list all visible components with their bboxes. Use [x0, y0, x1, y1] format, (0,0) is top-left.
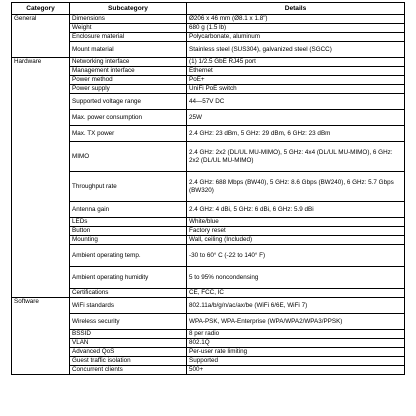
details-text: Ø206 x 46 mm (Ø8.1 x 1.8") [189, 15, 268, 23]
subcategory-cell [70, 142, 187, 172]
details-cell [187, 218, 405, 227]
subcategory-text: Mounting [72, 236, 98, 244]
details-cell [187, 330, 405, 339]
details-text: Factory reset [189, 227, 226, 235]
category-cell: Software [12, 298, 70, 375]
table-row [12, 76, 405, 85]
subcategory-cell [70, 85, 187, 94]
subcategory-cell [70, 110, 187, 126]
subcategory-text: Antenna gain [72, 205, 110, 213]
details-text: WPA-PSK, WPA-Enterprise (WPA/WPA2/WPA3/PPSK) [189, 317, 343, 325]
details-text: -30 to 60° C (-22 to 140° F) [189, 251, 266, 259]
details-text: 2.4 GHz: 4 dBi, 5 GHz: 6 dBi, 6 GHz: 5.9 dBi [189, 205, 314, 213]
subcategory-text: Ambient operating humidity [72, 273, 149, 281]
details-text: PoE+ [189, 76, 205, 84]
subcategory-cell [70, 15, 187, 24]
subcategory-cell [70, 33, 187, 42]
details-text: Polycarbonate, aluminum [189, 33, 261, 41]
details-cell [187, 236, 405, 245]
table-row [12, 67, 405, 76]
table-row [12, 227, 405, 236]
details-cell [187, 110, 405, 126]
table-row [12, 298, 405, 314]
details-text: Supported [189, 357, 219, 365]
details-cell [187, 33, 405, 42]
details-cell [187, 339, 405, 348]
subcategory-text: VLAN [72, 339, 89, 347]
details-text: 680 g (1.5 lb) [189, 24, 227, 32]
subcategory-text: Weight [72, 24, 92, 32]
details-text: (1) 1/2.5 GbE RJ45 port [189, 58, 256, 66]
subcategory-text: Networking interface [72, 58, 130, 66]
header-details: Details [187, 3, 405, 15]
table-row [12, 348, 405, 357]
table-row [12, 289, 405, 298]
table-row [12, 24, 405, 33]
subcategory-cell [70, 267, 187, 289]
subcategory-cell [70, 330, 187, 339]
subcategory-cell [70, 366, 187, 375]
header-subcategory: Subcategory [70, 3, 187, 15]
table-row [12, 172, 405, 202]
subcategory-cell [70, 298, 187, 314]
table-row [12, 33, 405, 42]
details-cell [187, 357, 405, 366]
subcategory-cell [70, 357, 187, 366]
subcategory-cell [70, 94, 187, 110]
details-cell [187, 76, 405, 85]
subcategory-text: Max. TX power [72, 129, 115, 137]
table-row [12, 126, 405, 142]
table-row [12, 94, 405, 110]
details-cell [187, 298, 405, 314]
details-text: Wall, ceiling (Included) [189, 236, 253, 244]
details-cell [187, 24, 405, 33]
details-cell [187, 172, 405, 202]
subcategory-cell [70, 76, 187, 85]
subcategory-cell [70, 58, 187, 67]
subcategory-cell [70, 236, 187, 245]
subcategory-text: Power supply [72, 85, 110, 93]
subcategory-cell [70, 126, 187, 142]
table-row [12, 15, 405, 24]
table-row [12, 267, 405, 289]
table-row [12, 85, 405, 94]
details-text: UniFi PoE switch [189, 85, 237, 93]
details-text: 2.4 GHz: 688 Mbps (BW40), 5 GHz: 8.6 Gbps (BW240), 6 GHz: 5.7 Gbps (BW320) [189, 179, 394, 194]
subcategory-text: Ambient operating temp. [72, 251, 141, 259]
subcategory-cell [70, 42, 187, 58]
specifications-table [11, 2, 405, 375]
details-cell [187, 366, 405, 375]
table-row [12, 245, 405, 267]
header-row [12, 3, 405, 15]
subcategory-text: Guest traffic isolation [72, 357, 131, 365]
table-body [12, 15, 405, 375]
table-row [12, 357, 405, 366]
details-text: 44—57V DC [189, 97, 225, 105]
subcategory-text: LEDs [72, 218, 88, 226]
subcategory-text: Button [72, 227, 91, 235]
subcategory-cell [70, 245, 187, 267]
details-cell [187, 67, 405, 76]
subcategory-text: Advanced QoS [72, 348, 115, 356]
details-text: 2.4 GHz: 23 dBm, 5 GHz: 29 dBm, 6 GHz: 23 dBm [189, 129, 331, 137]
table-row [12, 42, 405, 58]
details-text: 802.11a/b/g/n/ac/ax/be (WiFi 6/6E, WiFi 7) [189, 301, 308, 309]
details-cell [187, 289, 405, 298]
details-text: Stainless steel (SUS304), galvanized steel (SGCC) [189, 45, 332, 53]
table-row [12, 110, 405, 126]
table-row [12, 339, 405, 348]
subcategory-cell [70, 348, 187, 357]
details-cell [187, 267, 405, 289]
details-cell [187, 348, 405, 357]
details-cell [187, 58, 405, 67]
subcategory-cell [70, 314, 187, 330]
subcategory-text: Concurrent clients [72, 366, 123, 374]
details-text: 8 per radio [189, 330, 220, 338]
table-row [12, 58, 405, 67]
subcategory-cell [70, 172, 187, 202]
subcategory-text: Supported voltage range [72, 97, 141, 105]
details-text: White/blue [189, 218, 219, 226]
subcategory-text: Mount material [72, 45, 114, 53]
subcategory-text: BSSID [72, 330, 91, 338]
table-row [12, 366, 405, 375]
details-cell [187, 314, 405, 330]
subcategory-text: Max. power consumption [72, 113, 142, 121]
table-row [12, 202, 405, 218]
details-text: 5 to 95% noncondensing [189, 273, 259, 281]
subcategory-text: Enclosure material [72, 33, 125, 41]
details-cell [187, 42, 405, 58]
subcategory-text: MIMO [72, 152, 90, 160]
details-cell [187, 85, 405, 94]
details-cell [187, 202, 405, 218]
subcategory-text: Dimensions [72, 15, 105, 23]
details-cell [187, 245, 405, 267]
subcategory-text: Certifications [72, 289, 109, 297]
table-row [12, 314, 405, 330]
details-text: Per-user rate limiting [189, 348, 248, 356]
details-cell [187, 227, 405, 236]
subcategory-cell [70, 289, 187, 298]
category-cell: Hardware [12, 58, 70, 298]
details-text: CE, FCC, IC [189, 289, 224, 297]
table-row [12, 236, 405, 245]
table-row [12, 142, 405, 172]
subcategory-cell [70, 24, 187, 33]
subcategory-text: Wireless security [72, 317, 120, 325]
subcategory-text: Management interface [72, 67, 135, 75]
details-text: Ethernet [189, 67, 213, 75]
details-cell [187, 15, 405, 24]
subcategory-cell [70, 202, 187, 218]
header-category: Category [12, 3, 70, 15]
subcategory-cell [70, 339, 187, 348]
table-row [12, 218, 405, 227]
details-cell [187, 142, 405, 172]
subcategory-text: Throughput rate [72, 182, 117, 190]
subcategory-cell [70, 227, 187, 236]
category-cell: General [12, 15, 70, 58]
subcategory-cell [70, 67, 187, 76]
subcategory-text: WiFi standards [72, 301, 114, 309]
details-text: 25W [189, 113, 202, 121]
details-cell [187, 126, 405, 142]
table-row [12, 330, 405, 339]
details-cell [187, 94, 405, 110]
details-text: 500+ [189, 366, 204, 374]
subcategory-cell [70, 218, 187, 227]
details-text: 802.1Q [189, 339, 210, 347]
subcategory-text: Power method [72, 76, 113, 84]
details-text: 2.4 GHz: 2x2 (DL/UL MU-MIMO), 5 GHz: 4x4 (DL/UL MU-MIMO), 6 GHz: 2x2 (DL/UL MU-MIMO) [189, 149, 393, 164]
